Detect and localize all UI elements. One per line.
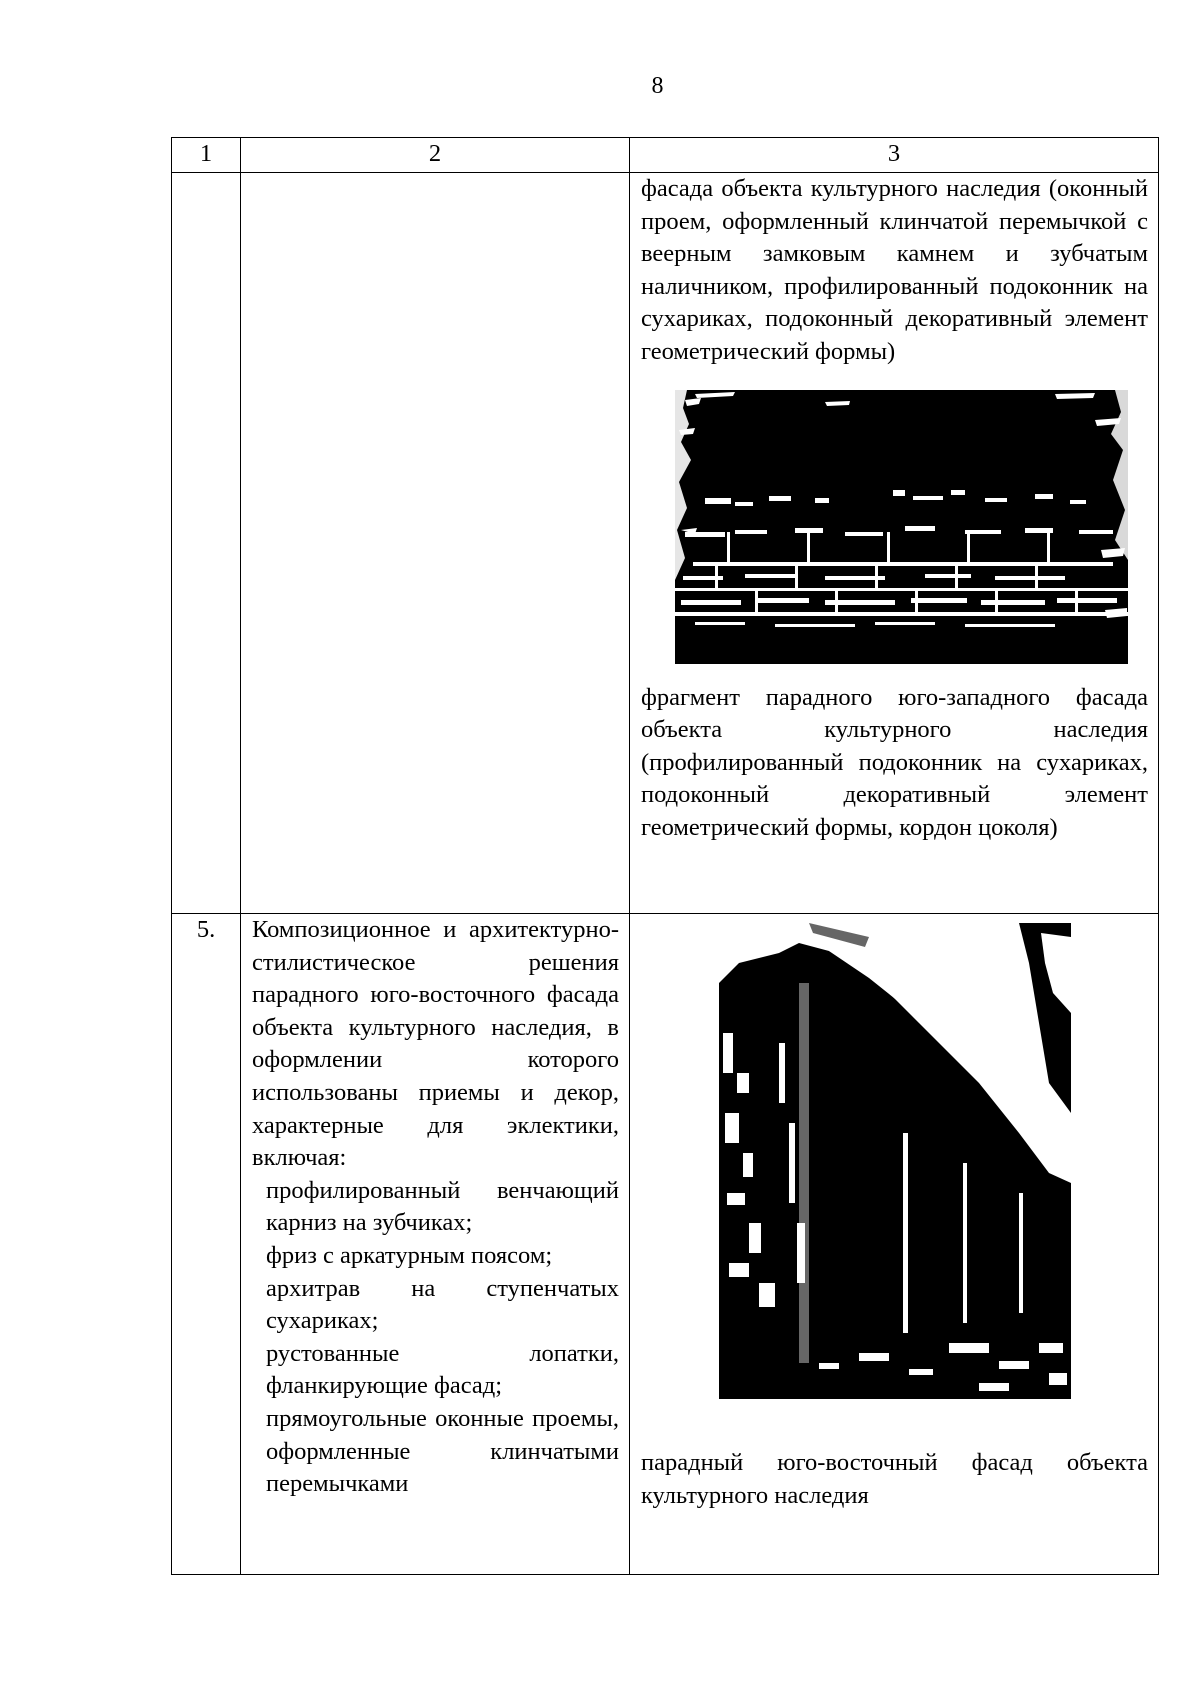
photo-description-top: фасада объекта культурного наследия (оконный проем, оформленный клинчатой перемычкой с веерным замковым камнем и зубчатым наличником, профилированный подоконник на сухариках, подоконный декоративный элемент геометрический формы)	[641, 175, 1148, 365]
row-5-number: 5.	[172, 914, 241, 1575]
header-col-1: 1	[172, 138, 241, 173]
photo2-caption: парадный юго-восточный фасад объекта культурного наследия	[641, 1449, 1148, 1509]
row-5-item-5: прямоугольные оконные проемы, оформленные клинчатыми перемычками	[266, 1404, 619, 1498]
photo1-caption: фрагмент парадного юго-западного фасада объекта культурного наследия (профилированный подоконник на сухариках, подоконный декоративный элемент геометрический формы, кордон цоколя)	[641, 683, 1148, 841]
header-col-2: 2	[241, 138, 630, 173]
row-5-photo-cell	[630, 914, 1159, 1575]
row-5-description-cell	[241, 914, 630, 1575]
row-continued-photo-cell	[630, 173, 1159, 914]
heritage-table	[171, 137, 1159, 1575]
window-sill-photo	[675, 390, 1128, 664]
row-5-intro: Композиционное и архитектурно-стилистическое решения парадного юго-восточного фасада объекта культурного наследия, в оформлении которого использованы приемы и декор, характерные для эклектики, включая:	[252, 916, 619, 1172]
row-5-item-1: профилированный венчающий карниз на зубчиках;	[266, 1176, 619, 1237]
table-row-continued	[172, 173, 1159, 914]
row-continued-description-cell	[241, 173, 630, 914]
southeast-facade-photo	[719, 923, 1071, 1399]
row-continued-number-cell	[172, 173, 241, 914]
table-row-5	[172, 914, 1159, 1575]
row-5-item-4: рустованные лопатки, фланкирующие фасад;	[266, 1339, 619, 1400]
header-col-3: 3	[630, 138, 1159, 173]
row-5-item-2: фриз с аркатурным поясом;	[266, 1241, 553, 1269]
page-number: 8	[651, 73, 664, 99]
row-5-item-3: архитрав на ступенчатых сухариках;	[266, 1274, 619, 1335]
table-header-row	[172, 138, 1159, 173]
